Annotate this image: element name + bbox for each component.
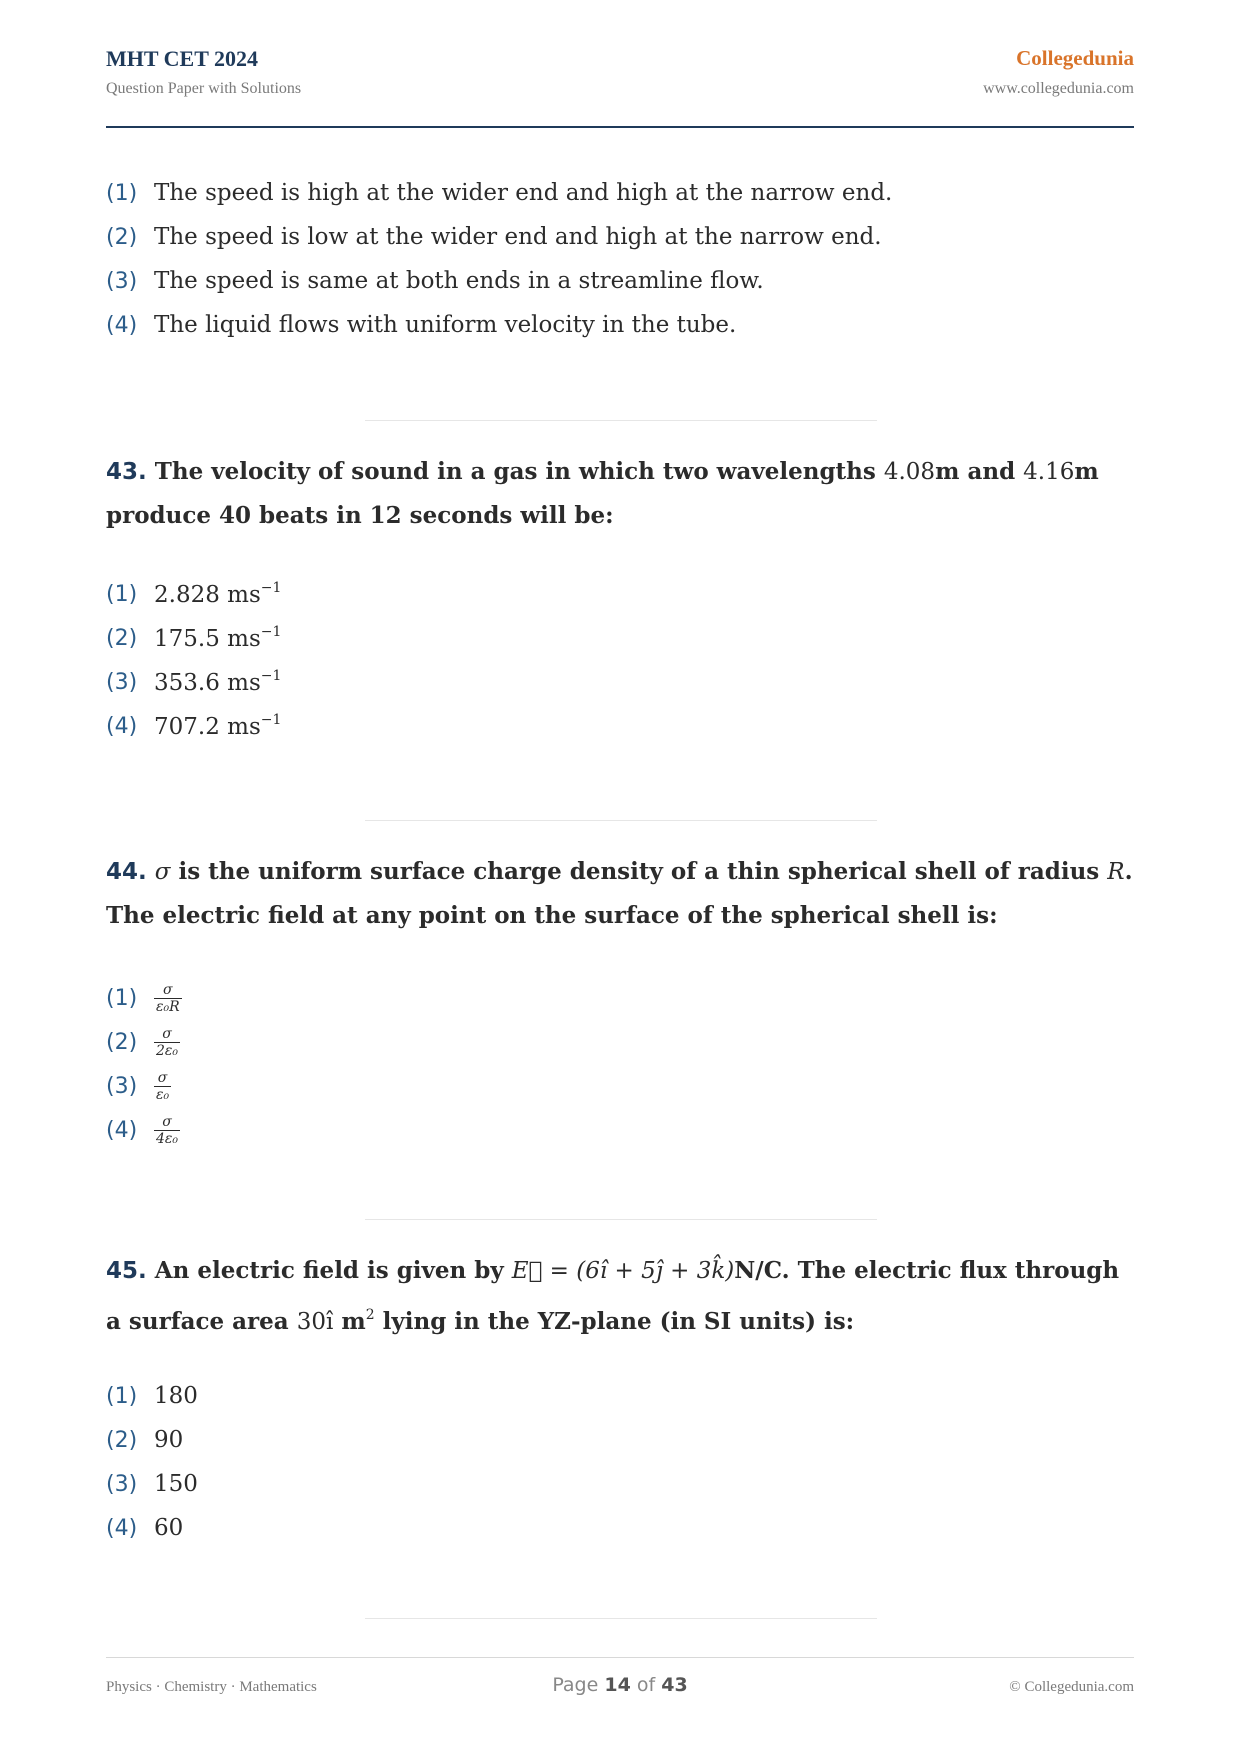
option-value: 707.2: [154, 714, 220, 740]
option-number: (1): [106, 1383, 138, 1409]
exam-subtitle: Question Paper with Solutions: [106, 80, 302, 97]
fraction-denominator: 2ε₀: [156, 1042, 179, 1059]
fraction: [154, 1114, 180, 1147]
option-number: (2): [106, 1029, 138, 1055]
q43-options: [106, 572, 281, 748]
question-44: [106, 850, 1136, 938]
option-exponent: −1: [260, 580, 282, 596]
page-label: Page: [552, 1674, 599, 1696]
option-item[interactable]: [106, 1064, 182, 1108]
option-item[interactable]: [106, 1506, 198, 1550]
option-unit: ms: [227, 714, 261, 740]
option-number: (4): [106, 1515, 138, 1541]
option-value: 2.828: [154, 582, 220, 608]
option-text: 180: [154, 1383, 198, 1409]
question-text: The velocity of sound in a gas in which two wavelengths: [154, 458, 876, 485]
question-text: An electric field is given by: [154, 1257, 504, 1284]
option-unit: ms: [227, 626, 261, 652]
question-number: 45.: [106, 1258, 147, 1284]
unit: m: [1074, 458, 1099, 485]
question-number: 43.: [106, 459, 147, 485]
question-number: 44.: [106, 859, 147, 885]
option-text: 90: [154, 1427, 184, 1453]
option-item[interactable]: [106, 259, 892, 303]
option-number: (4): [106, 713, 138, 739]
option-text: 150: [154, 1471, 198, 1497]
option-number: (3): [106, 268, 138, 294]
question-45: [106, 1249, 1136, 1344]
q44-options: [106, 976, 182, 1152]
question-text: . The electric flux through a surface area: [106, 1257, 1120, 1335]
area-vector: 30î: [296, 1309, 334, 1335]
area-exponent: 2: [365, 1307, 375, 1323]
fraction: [154, 1070, 171, 1103]
option-text: The speed is low at the wider end and high at the narrow end.: [154, 224, 882, 250]
option-exponent: −1: [260, 624, 282, 640]
option-item[interactable]: [106, 704, 281, 748]
option-exponent: −1: [260, 668, 282, 684]
page-total: 43: [661, 1674, 688, 1696]
unit: N/C: [734, 1257, 782, 1284]
page-footer: [106, 1657, 1134, 1698]
option-number: (3): [106, 1073, 138, 1099]
option-item[interactable]: [106, 1108, 182, 1152]
question-text: lying in the YZ-plane (in SI units) is:: [382, 1308, 855, 1335]
fraction-numerator: σ: [157, 1069, 168, 1086]
option-number: (3): [106, 1471, 138, 1497]
q45-options: [106, 1374, 198, 1550]
brand-name: Collegedunia: [1016, 46, 1134, 70]
radius-symbol: R: [1107, 859, 1125, 885]
page-number: [106, 1674, 1134, 1696]
fraction-numerator: σ: [162, 1025, 172, 1042]
area-unit: m: [341, 1308, 366, 1335]
option-item[interactable]: [106, 976, 182, 1020]
wavelength-2: 4.16: [1023, 459, 1075, 485]
question-text: and: [967, 458, 1016, 485]
question-text: . The electric field at any point on the surface of the spherical shell is:: [106, 858, 1133, 929]
fraction-numerator: σ: [162, 1113, 172, 1130]
option-item[interactable]: [106, 1418, 198, 1462]
option-item[interactable]: [106, 171, 892, 215]
q42-options: [106, 171, 892, 347]
option-item[interactable]: [106, 1462, 198, 1506]
question-text: produce 40 beats in 12 seconds will be:: [106, 502, 614, 529]
option-unit: ms: [227, 582, 261, 608]
option-item[interactable]: [106, 616, 281, 660]
question-43: [106, 450, 1136, 538]
option-number: (4): [106, 312, 138, 338]
option-unit: ms: [227, 670, 261, 696]
question-separator: [365, 420, 877, 421]
fraction: [154, 982, 182, 1015]
fraction-denominator: ε₀: [156, 1086, 170, 1103]
option-text: 60: [154, 1515, 184, 1541]
option-number: (3): [106, 669, 138, 695]
option-item[interactable]: [106, 1374, 198, 1418]
option-number: (2): [106, 224, 138, 250]
page-header: [106, 44, 1134, 128]
page-current: 14: [604, 1674, 631, 1696]
option-number: (2): [106, 1427, 138, 1453]
fraction-denominator: 4ε₀: [156, 1130, 179, 1147]
fraction: [154, 1026, 180, 1059]
option-item[interactable]: [106, 572, 281, 616]
option-text: The speed is high at the wider end and high at the narrow end.: [154, 180, 893, 206]
option-item[interactable]: [106, 303, 892, 347]
question-text: is the uniform surface charge density of a thin spherical shell of radius: [178, 858, 1100, 885]
option-value: 175.5: [154, 626, 220, 652]
option-number: (1): [106, 581, 138, 607]
option-item[interactable]: [106, 1020, 182, 1064]
option-number: (2): [106, 625, 138, 651]
wavelength-1: 4.08: [883, 459, 936, 485]
option-item[interactable]: [106, 215, 892, 259]
footer-subjects: Physics · Chemistry · Mathematics: [106, 1679, 317, 1695]
field-equation: E⃗ = (6î + 5ĵ + 3k̂): [511, 1258, 735, 1284]
option-text: The liquid flows with uniform velocity in the tube.: [154, 312, 737, 338]
page-of: of: [636, 1674, 656, 1696]
option-exponent: −1: [260, 712, 282, 728]
option-number: (4): [106, 1117, 138, 1143]
option-number: (1): [106, 985, 138, 1011]
option-item[interactable]: [106, 660, 281, 704]
question-separator: [365, 1219, 877, 1220]
footer-copyright: © Collegedunia.com: [1009, 1679, 1134, 1695]
exam-title: MHT CET 2024: [106, 46, 258, 71]
fraction-numerator: σ: [163, 981, 173, 998]
option-text: The speed is same at both ends in a streamline flow.: [154, 268, 764, 294]
question-separator: [365, 820, 877, 821]
option-number: (1): [106, 180, 138, 206]
question-separator: [365, 1618, 877, 1619]
sigma-symbol: σ: [154, 859, 171, 885]
unit: m: [935, 458, 960, 485]
fraction-denominator: ε₀R: [156, 998, 180, 1015]
brand-url[interactable]: www.collegedunia.com: [983, 80, 1134, 97]
option-value: 353.6: [154, 670, 220, 696]
